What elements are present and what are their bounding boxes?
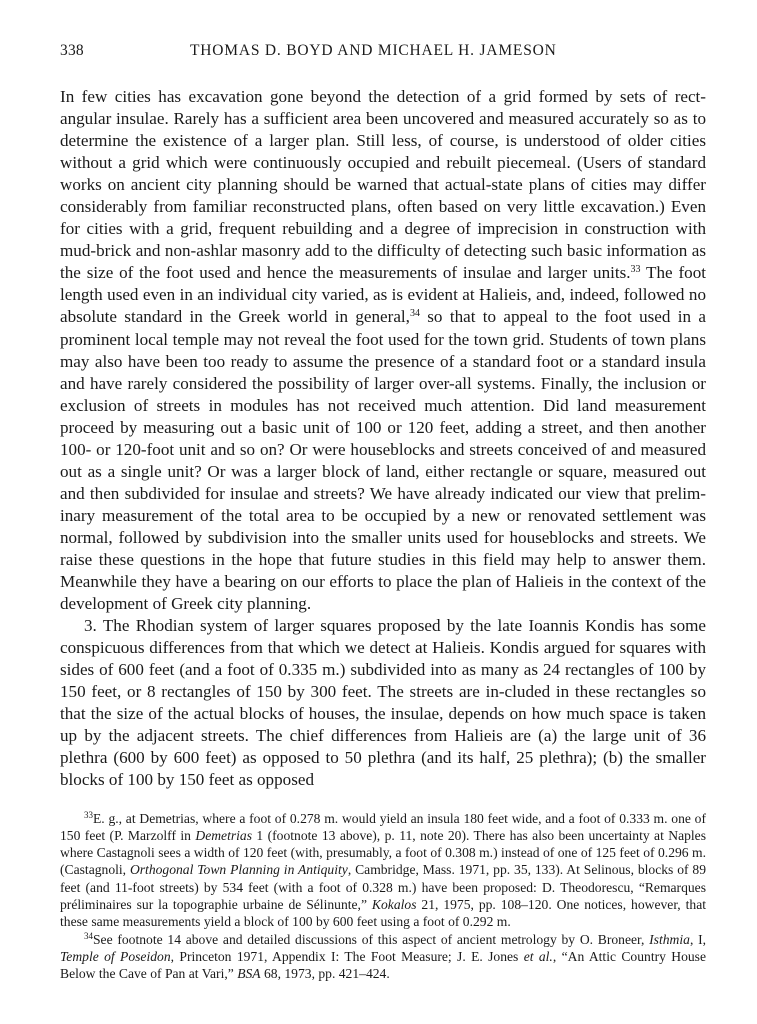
footnote-marker-33: 33 bbox=[84, 809, 93, 820]
document-page bbox=[60, 42, 706, 982]
footnote-33: $^{33}$E. g., at Demetrias, where a foot of 0.278 m. would yield an insula 180 feet wide, and a foot of 0.333 m. one of 150 feet (P. Marzolff in Demetrias 1 (footnote 13 above), p. 11, note 20). There has also been uncertainty at Naples where Castagnoli sees a width of 120 feet (with, presumably, a foot of 0.308 m.) instead of one of 125 feet of 0.296 m. (Castagnoli, Orthogonal Town Planning in Antiquity, Cambridge, Mass. 1971, pp. 35, 133). At Selinous, blocks of 89 feet (and 11-foot streets) by 534 feet (with a foot of 0.328 m.) have been proposed: D. Theodorescu, “Remarques préliminaires sur la topographie urbaine de Sélinunte,” Kokalos 21, 1975, pp. 108–120. One notices, however, that these same measurements yield a block of 100 by 600 feet using a foot of 0.292 m. bbox=[60, 809, 707, 930]
footnote-marker-34: 34 bbox=[84, 930, 93, 941]
body-text bbox=[60, 86, 706, 792]
page-number: 338 bbox=[60, 42, 84, 59]
footnote-34: $^{34}$See footnote 14 above and detailed discussions of this aspect of ancient metrology by O. Broneer, Isthmia, I, Temple of Poseidon, Princeton 1971, Appendix I: The Foot Measure; J. E. Jones et al., “An Attic Country House Below the Cave of Pan at Vari,” BSA 68, 1973, pp. 421–424. bbox=[60, 930, 706, 982]
paragraph-1: In few cities has excavation gone beyond the detection of a grid formed by sets of rect-angular insulae. Rarely has a sufficient area been uncovered and measured accurately so as to determine the existence of a larger plan. Still less, of course, is understood of older cities without a grid which were continuously occupied and rebuilt piecemeal. (Users of standard works on ancient city planning should be warned that actual-state plans of cities may differ considerably from familiar reconstructed plans, often based on very little excavation.) Even for cities with a grid, frequent rebuilding and a degree of imprecision in construction with mud-brick and non-ashlar masonry add to the difficulty of detecting such basic information as the size of the foot used and hence the measurements of insulae and larger units.$^{33}$ The foot length used even in an individual city varied, as is evident at Halieis, and, indeed, followed no absolute standard in the Greek world in general,$^{34}$ so that to appeal to the foot used in a prominent local temple may not reveal the foot used for the town grid. Students of town plans may also have been too ready to assume the presence of a standard foot or a standard insula and have rarely considered the possibility of larger over-all systems. Finally, the inclusion or exclusion of streets in modules has not received much attention. Did land measurement proceed by measuring out a basic unit of 100 or 120 feet, adding a street, and then another 100- or 120-foot unit and so on? Or were houseblocks and streets conceived of and measured out as a single unit? Or was a larger block of land, either rectangle or square, measured out and then subdivided for insulae and streets? We have already indicated our view that prelim-inary measurement of the total area to be occupied by a new or renovated settlement was normal, followed by subdivision into the smaller units used for houseblocks and streets. We raise these questions in the hope that future studies in this field may help to answer them. Meanwhile they have a bearing on our efforts to place the plan of Halieis in the context of the development of Greek city planning. bbox=[60, 87, 706, 614]
footnotes bbox=[60, 810, 706, 983]
running-head-title: THOMAS D. BOYD AND MICHAEL H. JAMESON bbox=[190, 42, 557, 59]
paragraph-2: 3. The Rhodian system of larger squares proposed by the late Ioannis Kondis has some conspicuous differences from that which we detect at Halieis. Kondis argued for squares with sides of 600 feet (and a foot of 0.335 m.) subdivided into as many as 24 rectangles of 100 by 150 feet, or 8 rectangles of 150 by 300 feet. The streets are in-cluded in these rectangles so that the size of the actual blocks of houses, the insulae, depends on how much space is taken up by the adjacent streets. The chief differences from Halieis are (a) the large unit of 36 plethra (600 by 600 feet) as opposed to 50 plethra (and its half, 25 plethra); (b) the smaller blocks of 100 by 150 feet as opposed bbox=[60, 616, 706, 790]
running-head bbox=[60, 42, 706, 64]
footnote-ref-33[interactable]: 33 bbox=[630, 264, 641, 276]
footnote-ref-34[interactable]: 34 bbox=[409, 308, 420, 320]
